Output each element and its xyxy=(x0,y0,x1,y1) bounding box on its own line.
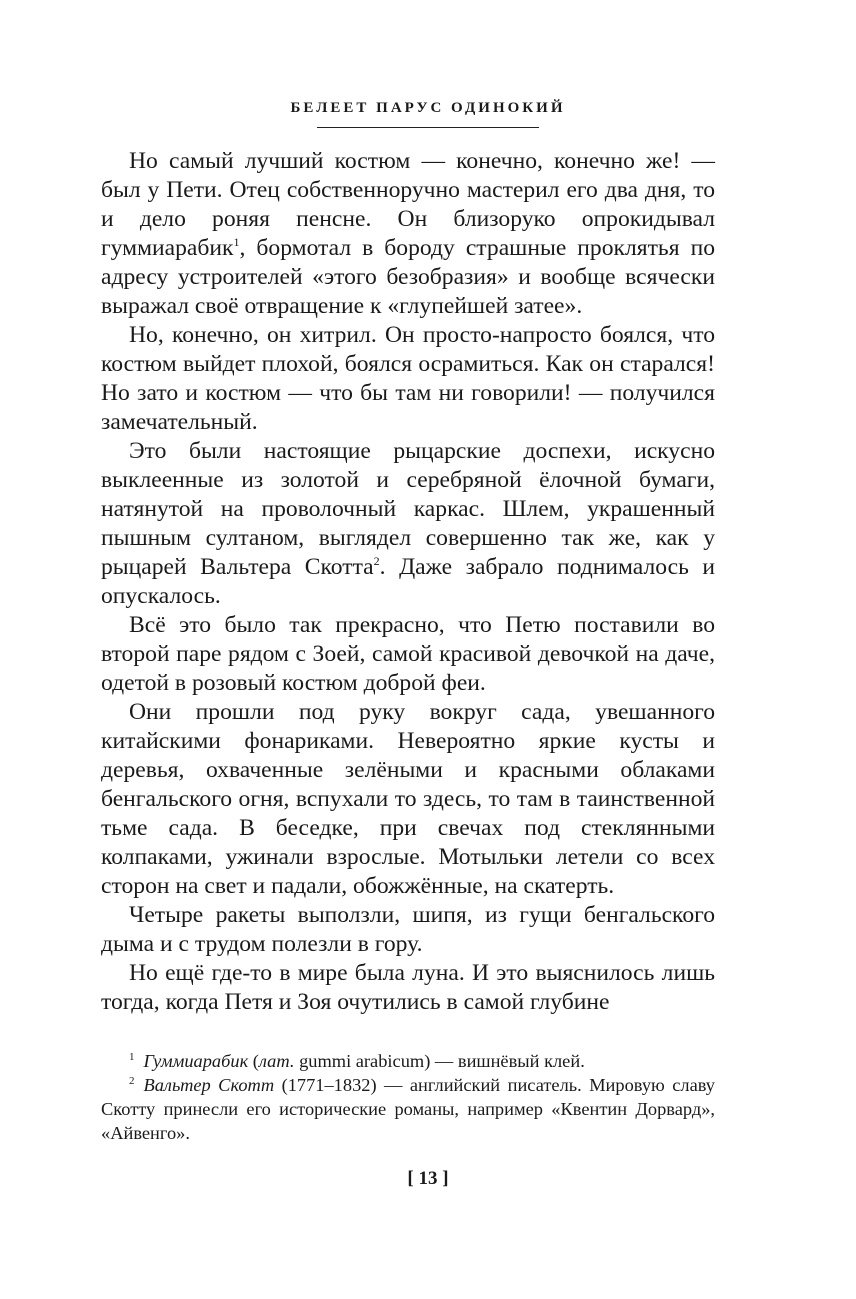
paragraph xyxy=(101,147,715,321)
footnote-marker: 1 xyxy=(233,235,240,250)
footnote-text: ( xyxy=(248,1051,259,1071)
footnote-term: Вальтер Скотт xyxy=(143,1075,275,1095)
footnote-text: (1771–1832) — английский писатель. Мировую славу Скотту принесли его исторические романы, например «Квентин Дорвард», «Айвенго». xyxy=(101,1075,715,1143)
paragraph-text: , бормотал в бороду страшные проклятья по адресу устроителей «этого безобразия» и вообще всячески выражал своё отвращение к «глупейшей затее». xyxy=(101,235,715,319)
paragraph xyxy=(101,437,715,611)
page-number: [ 13 ] xyxy=(407,1168,449,1189)
footnote-number: 2 xyxy=(129,1074,135,1087)
footnote-marker: 2 xyxy=(373,554,380,569)
footnote xyxy=(101,1049,715,1073)
footnote-text: gummi arabicum) — вишнёвый клей. xyxy=(294,1051,585,1071)
footnote xyxy=(101,1073,715,1145)
running-head xyxy=(0,100,856,128)
paragraph-text: Это были настоящие рыцарские доспехи, искусно выклеенные из золотой и серебряной ёлочной бумаги, натянутой на проволочный каркас. Шлем, украшенный пышным султаном, выглядел совершенно так же, как у рыцарей Вальтера Скотта xyxy=(101,438,715,580)
footnotes xyxy=(101,1049,715,1145)
paragraph: Они прошли под руку вокруг сада, увешанного китайскими фонариками. Невероятно яркие кусты и деревья, охваченные зелёными и красными облаками бенгальского огня, вспухали то здесь, то там в таинственной тьме сада. В беседке, при свечах под стеклянными колпаками, ужинали взрослые. Мотыльки летели со всех сторон на свет и падали, обожжённые, на скатерть. xyxy=(101,699,715,899)
footnote-term: Гуммиарабик xyxy=(143,1051,249,1071)
paragraph-text: Но самый лучший костюм — конечно, конечно же! — был у Пети. Отец собственноручно мастерил его два дня, то и дело роняя пенсне. Он близоруко опрокидывал гуммиарабик xyxy=(101,148,715,261)
paragraph: Но, конечно, он хитрил. Он просто-напросто боялся, что костюм выйдет плохой, боялся осрамиться. Как он старался! Но зато и костюм — что бы там ни говорили! — получился замечательный. xyxy=(101,322,715,435)
book-title: БЕЛЕЕТ ПАРУС ОДИНОКИЙ xyxy=(290,100,566,116)
paragraph: Всё это было так прекрасно, что Петю поставили во второй паре рядом с Зоей, самой красивой девочкой на даче, одетой в розовый костюм доброй феи. xyxy=(101,612,715,696)
paragraph: Четыре ракеты выползли, шипя, из гущи бенгальского дыма и с трудом полезли в гору. xyxy=(101,902,715,957)
footnote-number: 1 xyxy=(129,1050,135,1063)
header-rule xyxy=(317,127,539,128)
paragraph-text: . Даже забрало поднималось и опускалось. xyxy=(101,554,715,609)
paragraph: Но ещё где-то в мире была луна. И это выяснилось лишь тогда, когда Петя и Зоя очутились в самой глубине xyxy=(101,960,715,1015)
body-text xyxy=(101,147,715,1017)
footnote-lang: лат. xyxy=(258,1051,295,1071)
